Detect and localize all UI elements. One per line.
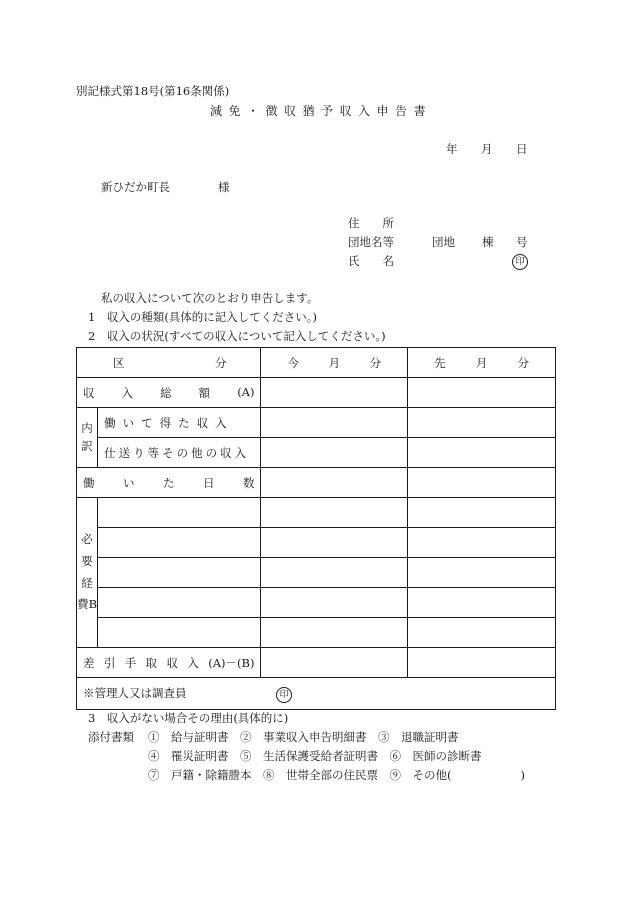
breakdown-text: 内訳 bbox=[81, 420, 93, 453]
expense-5-last-month[interactable] bbox=[408, 618, 556, 648]
total-income-label bbox=[77, 378, 261, 408]
earned-income-last-month[interactable] bbox=[408, 408, 556, 438]
address-label: 住 所 bbox=[348, 216, 394, 230]
expense-item-5[interactable] bbox=[98, 618, 261, 648]
addressee-name: 新ひだか町長 bbox=[101, 180, 170, 194]
days-worked-this-month[interactable] bbox=[261, 468, 408, 498]
expense-2-last-month[interactable] bbox=[408, 528, 556, 558]
days-worked-ch1: 働 bbox=[83, 475, 95, 490]
item-3: 3 収入がない場合その理由(具体的に) bbox=[88, 711, 289, 725]
days-worked-label bbox=[77, 468, 261, 498]
group-label: 団地名等 bbox=[348, 235, 394, 249]
header-category bbox=[77, 348, 261, 378]
group-part-gou: 号 bbox=[516, 235, 528, 249]
expense-item-4[interactable] bbox=[98, 588, 261, 618]
header-last-month-1: 先 bbox=[434, 355, 446, 370]
form-title: 減免・徴収猶予収入申告書 bbox=[210, 104, 433, 118]
days-worked-ch2: い bbox=[122, 475, 135, 490]
expense-4-last-month[interactable] bbox=[408, 588, 556, 618]
earned-income-text: 働いて得た収入 bbox=[104, 415, 234, 430]
days-worked-row bbox=[77, 468, 556, 498]
group-part-danchi: 団地 bbox=[432, 235, 455, 249]
days-worked-ch3: た bbox=[162, 475, 175, 490]
other-income-this-month[interactable] bbox=[261, 438, 408, 468]
net-income-ch5: 収 bbox=[166, 655, 178, 670]
breakdown-label bbox=[77, 408, 98, 468]
total-income-ch3: 総 bbox=[160, 385, 172, 400]
header-last-month-3: 分 bbox=[517, 355, 529, 370]
seal-mark: 印 bbox=[512, 254, 528, 270]
total-income-ch4: 額 bbox=[198, 385, 211, 400]
net-income-last-month[interactable] bbox=[408, 648, 556, 678]
net-income-ch1: 差 bbox=[83, 655, 95, 670]
days-worked-ch5: 数 bbox=[242, 475, 255, 490]
intro-text: 私の収入について次のとおり申告します。 bbox=[101, 291, 319, 305]
expense-row bbox=[77, 618, 556, 648]
attachments-row-3: ⑦ 戸籍・除籍謄本 ⑧ 世帯全部の住民票 ⑨ その他( ) bbox=[148, 768, 525, 782]
earned-income-this-month[interactable] bbox=[261, 408, 408, 438]
expense-row bbox=[77, 528, 556, 558]
earned-income-label bbox=[98, 408, 261, 438]
date-day: 日 bbox=[516, 142, 528, 156]
attachments-row-1: ① 給与証明書 ② 事業収入申告明細書 ③ 退職証明書 bbox=[148, 730, 459, 744]
header-last-month bbox=[408, 348, 556, 378]
expense-row bbox=[77, 588, 556, 618]
manager-cell bbox=[77, 678, 556, 710]
expense-2-this-month[interactable] bbox=[261, 528, 408, 558]
net-income-ch4: 取 bbox=[145, 655, 158, 670]
expense-4-this-month[interactable] bbox=[261, 588, 408, 618]
net-income-ch7: (A)－(B) bbox=[208, 655, 255, 670]
applicant-seal bbox=[512, 254, 528, 270]
item-2: 2 収入の状況(すべての収入について記入してください。) bbox=[88, 329, 386, 343]
expense-row bbox=[77, 498, 556, 528]
other-income-last-month[interactable] bbox=[408, 438, 556, 468]
name-label: 氏 名 bbox=[348, 254, 394, 268]
days-worked-ch4: 日 bbox=[202, 475, 215, 490]
expense-item-2[interactable] bbox=[98, 528, 261, 558]
header-this-month bbox=[261, 348, 408, 378]
manager-label: ※管理人又は調査員 bbox=[83, 685, 187, 700]
total-income-ch2: 入 bbox=[121, 385, 134, 400]
header-last-month-2: 月 bbox=[475, 355, 488, 370]
total-income-ch5: (A) bbox=[237, 384, 255, 399]
manager-seal: 印 bbox=[276, 687, 292, 703]
header-this-month-2: 月 bbox=[328, 355, 341, 370]
net-income-ch6: 入 bbox=[187, 655, 199, 670]
expense-5-this-month[interactable] bbox=[261, 618, 408, 648]
expense-3-last-month[interactable] bbox=[408, 558, 556, 588]
total-income-last-month[interactable] bbox=[408, 378, 556, 408]
attachments-label: 添付書類 bbox=[88, 730, 134, 744]
net-income-row bbox=[77, 648, 556, 678]
form-number: 別記様式第18号(第16条関係) bbox=[76, 84, 230, 98]
table-header-row bbox=[77, 348, 556, 378]
header-category-2: 分 bbox=[214, 355, 227, 370]
earned-income-row bbox=[77, 408, 556, 438]
income-table bbox=[76, 347, 556, 710]
net-income-this-month[interactable] bbox=[261, 648, 408, 678]
expense-item-1[interactable] bbox=[98, 498, 261, 528]
attachments-row-2: ④ 罹災証明書 ⑤ 生活保護受給者証明書 ⑥ 医師の診断書 bbox=[148, 749, 482, 763]
date-month: 月 bbox=[481, 142, 493, 156]
manager-row bbox=[77, 678, 556, 710]
header-category-1: 区 bbox=[113, 355, 125, 370]
other-income-label bbox=[98, 438, 261, 468]
other-income-row bbox=[77, 438, 556, 468]
header-this-month-3: 分 bbox=[369, 355, 382, 370]
net-income-ch2: 引 bbox=[103, 655, 116, 670]
expense-1-last-month[interactable] bbox=[408, 498, 556, 528]
date-year: 年 bbox=[446, 142, 458, 156]
total-income-row bbox=[77, 378, 556, 408]
expenses-label bbox=[77, 498, 98, 648]
expenses-text: 必要経費B bbox=[77, 531, 98, 612]
item-1: 1 収入の種類(具体的に記入してください。) bbox=[88, 310, 318, 324]
expense-1-this-month[interactable] bbox=[261, 498, 408, 528]
total-income-this-month[interactable] bbox=[261, 378, 408, 408]
group-part-tou: 棟 bbox=[482, 235, 494, 249]
other-income-text: 仕送り等その他の収入 bbox=[104, 445, 250, 460]
net-income-ch3: 手 bbox=[124, 655, 137, 670]
header-this-month-1: 今 bbox=[287, 355, 299, 370]
expense-row bbox=[77, 558, 556, 588]
total-income-ch1: 収 bbox=[83, 385, 95, 400]
expense-3-this-month[interactable] bbox=[261, 558, 408, 588]
days-worked-last-month[interactable] bbox=[408, 468, 556, 498]
expense-item-3[interactable] bbox=[98, 558, 261, 588]
net-income-label bbox=[77, 648, 261, 678]
addressee-honorific: 様 bbox=[218, 180, 230, 194]
